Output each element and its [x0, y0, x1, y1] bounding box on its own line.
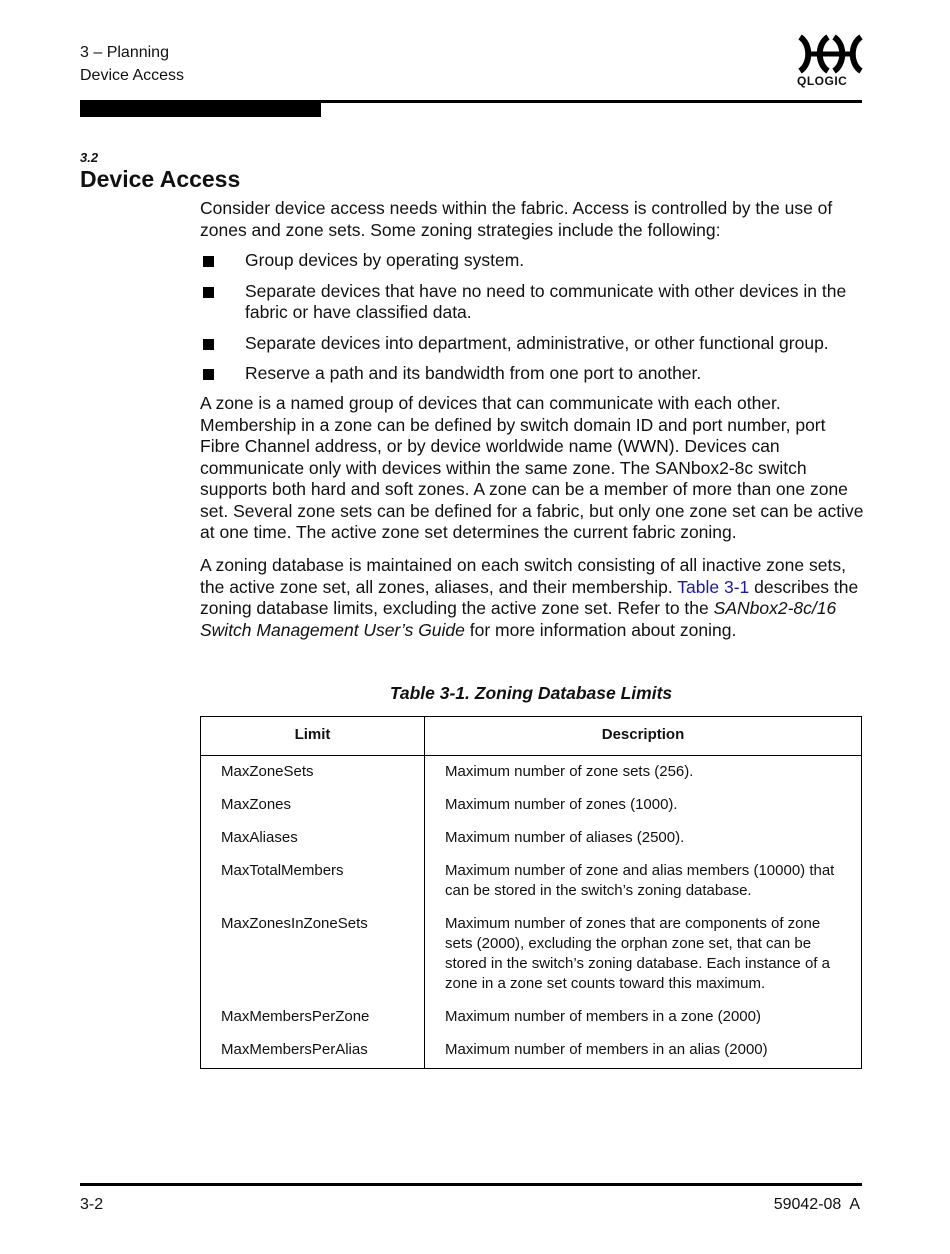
bullet-square-icon [203, 287, 214, 298]
table-cell-description: Maximum number of zone sets (256). [445, 763, 694, 780]
guide-title: SANbox2-8c/16 Switch Management User’s Guide [200, 598, 837, 640]
logo-wordmark: QLOGIC [797, 74, 848, 88]
table-cell-limit: MaxTotalMembers [221, 862, 344, 879]
table-cell-description: Maximum number of zone and alias members (10000) that can be stored in the switch’s zoning database. [445, 862, 835, 899]
list-item: Separate devices that have no need to communicate with other devices in the fabric or have classified data. [200, 281, 865, 324]
table-reference-link[interactable]: Table 3-1 [677, 576, 750, 597]
list-item: Group devices by operating system. [200, 250, 865, 272]
database-paragraph: A zoning database is maintained on each switch consisting of all inactive zone sets, the active zone set, all zones, aliases, and their membership. Table 3-1 describes the zoning database limits, excluding the active zone set. Refer to the SANbox2-8c/16 Switch Management User’s Guide for more information about zoning. [200, 555, 859, 640]
table-cell-limit: MaxMembersPerZone [221, 1008, 370, 1025]
footer-rule [80, 1183, 862, 1186]
table-cell-description: Maximum number of members in an alias (2000) [445, 1041, 768, 1058]
bullet-square-icon [203, 256, 214, 267]
table-cell-description: Maximum number of members in a zone (2000) [445, 1008, 761, 1025]
header-rule-block [80, 103, 321, 117]
section-title: Device Access [80, 166, 241, 192]
list-item: Reserve a path and its bandwidth from one port to another. [200, 363, 865, 385]
table-cell-description: Maximum number of zones (1000). [445, 796, 678, 813]
description-column [425, 756, 861, 1068]
bullet-square-icon [203, 339, 214, 350]
table-header-row [201, 717, 861, 756]
list-item: Separate devices into department, administrative, or other functional group. [200, 333, 865, 355]
section-number: 3.2 [80, 150, 99, 165]
bullet-square-icon [203, 369, 214, 380]
document-id: 59042-08 A [773, 1196, 860, 1213]
column-header-limit: Limit [201, 717, 425, 755]
header-chapter: 3 – Planning [80, 44, 169, 61]
table-cell-limit: MaxZoneSets [221, 763, 314, 780]
table-body [201, 756, 861, 1068]
intro-paragraph: Consider device access needs within the fabric. Access is controlled by the use of zones and zone sets. Some zoning strategies include the following: [200, 198, 833, 240]
table-cell-description: Maximum number of zones that are components of zone sets (2000), excluding the orphan zone set, that can be stored in the switch’s zoning database. Each instance of a zone in a zone set counts toward this maximum. [445, 915, 830, 992]
zone-paragraph: A zone is a named group of devices that can communicate with each other. Membership in a zone can be defined by switch domain ID and port number, port Fibre Channel address, or by device worldwide name (WWN). Devices can communicate only with devices within the same zone. The SANbox2-8c switch supports both hard and soft zones. A zone can be a member of more than one zone set. Several zone sets can be defined for a fabric, but only one zone set can be active at one time. The active zone set determines the current fabric zoning. [200, 393, 864, 542]
table-cell-limit: MaxAliases [221, 829, 298, 846]
table-cell-limit: MaxZonesInZoneSets [221, 915, 368, 932]
limit-column [201, 756, 425, 1068]
column-header-description: Description [601, 726, 685, 743]
header-section: Device Access [80, 67, 185, 84]
table-caption: Table 3-1. Zoning Database Limits [389, 683, 673, 703]
page-number: 3-2 [80, 1196, 104, 1213]
strategy-list [200, 250, 865, 394]
table-cell-limit: MaxMembersPerAlias [221, 1041, 368, 1058]
zoning-limits-table [200, 716, 862, 1069]
table-cell-description: Maximum number of aliases (2500). [445, 829, 685, 846]
table-cell-limit: MaxZones [221, 796, 292, 813]
